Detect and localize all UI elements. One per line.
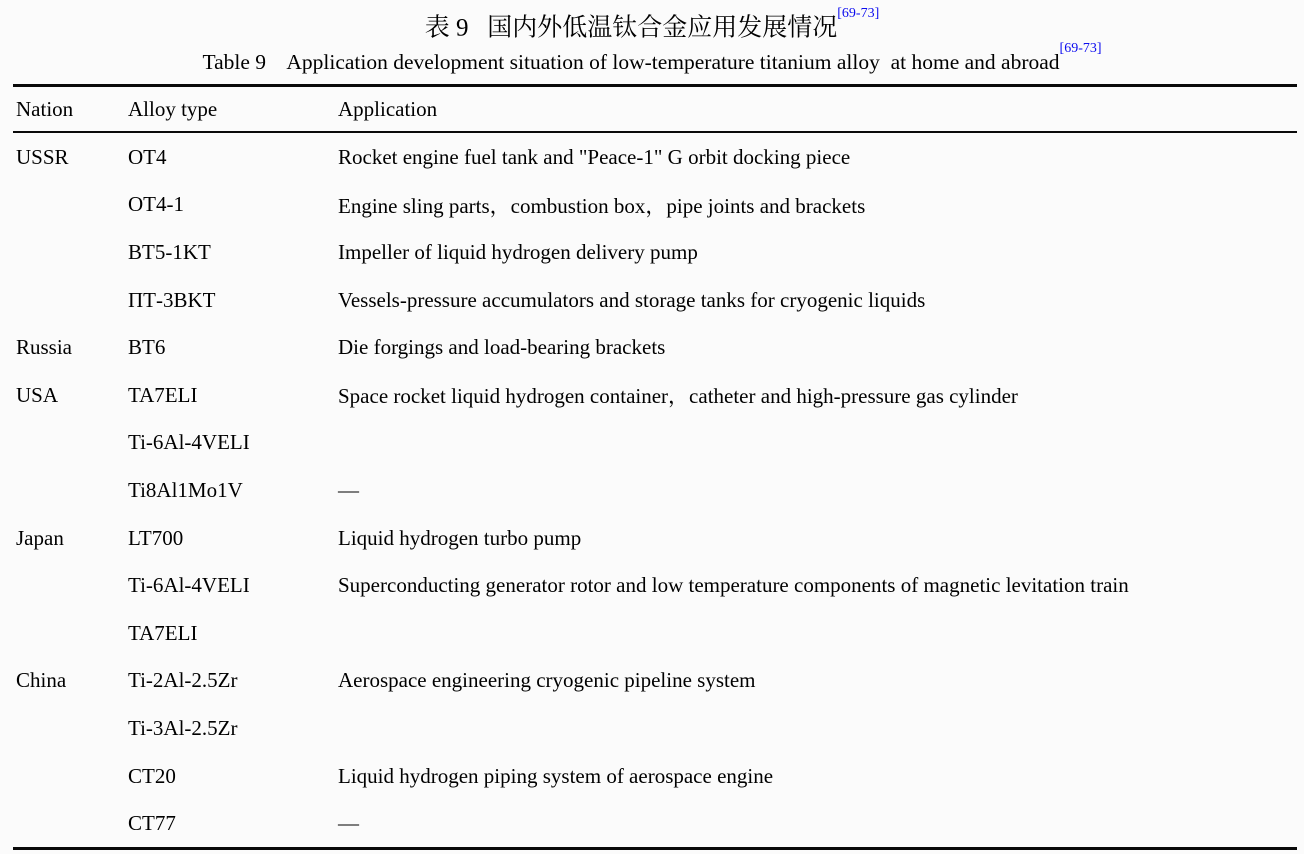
alloy-type-cell: BT5-1KT	[128, 239, 211, 264]
nation-cell: Russia	[16, 335, 73, 360]
alloy-type-cell: CT77	[125, 800, 335, 849]
application-cell: Vessels-pressure accumulators and storage tanks for cryogenic liquids	[338, 287, 926, 312]
alloy-type-cell: LT700	[128, 525, 184, 550]
application-cell: Aerospace engineering cryogenic pipeline system	[338, 668, 756, 693]
alloy-type-cell: TA7ELI	[128, 620, 198, 645]
alloy-type-cell: Ti-2Al-2.5Zr	[128, 668, 238, 693]
nation-cell	[13, 181, 125, 229]
alloy-type-cell: BT6	[128, 335, 166, 360]
table-row	[13, 229, 1297, 277]
nation-cell: Japan	[16, 525, 64, 550]
citation-ref-zh[interactable]: [69-73]	[837, 6, 880, 21]
column-header-nation: Nation	[13, 86, 125, 133]
nation-cell	[13, 419, 125, 467]
nation-cell	[13, 562, 125, 610]
nation-cell: USA	[16, 382, 59, 407]
table-row	[13, 181, 1297, 229]
alloy-type-cell: Ti-6Al-4VELI	[128, 430, 250, 455]
application-cell: —	[338, 477, 359, 502]
column-header-application: Application	[335, 86, 1297, 133]
alloy-type-cell: TA7ELI	[128, 382, 198, 407]
application-cell: Liquid hydrogen turbo pump	[338, 525, 582, 550]
nation-cell	[13, 467, 125, 515]
table-title-zh-text: 表 9 国内外低温钛合金应用发展情况	[424, 14, 838, 42]
alloy-type-cell: Ti8Al1Mo1V	[128, 477, 243, 502]
table-row	[13, 132, 1297, 181]
table-row	[13, 419, 1297, 467]
alloy-type-cell: Ti-6Al-4VELI	[128, 573, 250, 598]
table-row	[13, 705, 1297, 753]
nation-cell	[13, 229, 125, 277]
application-cell: Space rocket liquid hydrogen container，catheter and high-pressure gas cylinder	[338, 384, 1018, 409]
table-row	[13, 514, 1297, 562]
table-row	[13, 371, 1297, 419]
application-cell	[335, 705, 1297, 753]
citation-ref-en[interactable]: [69-73]	[1059, 41, 1102, 57]
nation-cell	[13, 752, 125, 800]
table-title-en	[0, 43, 1304, 77]
nation-cell: China	[16, 668, 67, 693]
application-cell: Liquid hydrogen piping system of aerospace engine	[338, 763, 774, 788]
table-row	[13, 657, 1297, 705]
table-row	[13, 276, 1297, 324]
application-cell: Impeller of liquid hydrogen delivery pump	[338, 239, 698, 264]
nation-cell	[13, 800, 125, 849]
alloy-application-table	[13, 84, 1297, 850]
application-cell	[335, 609, 1297, 657]
application-cell: Engine sling parts，combustion box，pipe joints and brackets	[338, 193, 866, 218]
table-title-zh	[0, 0, 1304, 43]
alloy-type-cell: CT20	[128, 763, 176, 788]
table-row	[13, 562, 1297, 610]
nation-cell	[13, 705, 125, 753]
application-cell	[335, 419, 1297, 467]
table-row	[13, 800, 1297, 849]
nation-cell: USSR	[16, 144, 69, 169]
column-header-alloy-type: Alloy type	[125, 86, 335, 133]
alloy-type-cell: ПТ-3BKT	[128, 287, 216, 312]
application-cell: Superconducting generator rotor and low temperature components of magnetic levitation train	[338, 573, 1129, 598]
table-row	[13, 609, 1297, 657]
application-cell: —	[335, 800, 1297, 849]
table-row	[13, 752, 1297, 800]
nation-cell	[13, 609, 125, 657]
table-row	[13, 467, 1297, 515]
alloy-type-cell: Ti-3Al-2.5Zr	[128, 715, 238, 740]
application-cell: Rocket engine fuel tank and "Peace-1" G orbit docking piece	[338, 144, 851, 169]
table-header-row	[13, 86, 1297, 133]
table-title-en-text: Table 9 Application development situation of low-temperature titanium alloy at home and abroad	[202, 50, 1060, 75]
alloy-type-cell: OT4	[128, 144, 167, 169]
alloy-type-cell: OT4-1	[128, 192, 184, 217]
table-row	[13, 324, 1297, 372]
nation-cell	[13, 276, 125, 324]
application-cell: Die forgings and load-bearing brackets	[338, 335, 666, 360]
